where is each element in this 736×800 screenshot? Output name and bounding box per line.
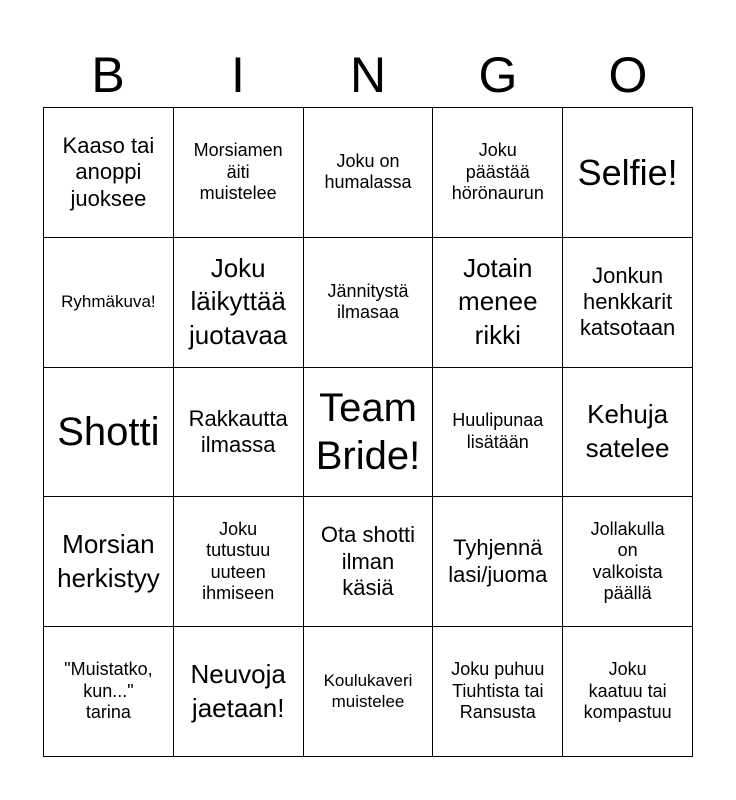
bingo-cell[interactable]: Kaaso tai anoppi juoksee (44, 108, 174, 238)
bingo-cell[interactable]: Rakkautta ilmassa (174, 368, 304, 498)
bingo-header (43, 44, 693, 106)
bingo-grid (43, 107, 693, 757)
bingo-cell[interactable]: Jännitystä ilmasaa (304, 238, 434, 368)
bingo-cell[interactable]: Shotti (44, 368, 174, 498)
bingo-cell[interactable]: Morsian herkistyy (44, 497, 174, 627)
bingo-cell[interactable]: Joku päästää hörönaurun (433, 108, 563, 238)
bingo-cell[interactable]: Neuvoja jaetaan! (174, 627, 304, 757)
header-letter-o: O (608, 47, 648, 103)
bingo-cell[interactable]: Selfie! (563, 108, 693, 238)
bingo-cell[interactable]: Tyhjennä lasi/juoma (433, 497, 563, 627)
bingo-cell[interactable]: Morsiamen äiti muistelee (174, 108, 304, 238)
bingo-cell[interactable]: Jonkun henkkarit katsotaan (563, 238, 693, 368)
bingo-cell[interactable]: Huulipunaa lisätään (433, 368, 563, 498)
bingo-cell[interactable]: Joku läikyttää juotavaa (174, 238, 304, 368)
header-letter-i: I (231, 47, 245, 103)
bingo-cell[interactable]: Jollakulla on valkoista päällä (563, 497, 693, 627)
header-letter-n: N (349, 47, 387, 103)
header-letter-b: B (91, 47, 125, 103)
bingo-cell[interactable]: Kehuja satelee (563, 368, 693, 498)
bingo-cell[interactable]: Ryhmäkuva! (44, 238, 174, 368)
bingo-cell[interactable]: Jotain menee rikki (433, 238, 563, 368)
bingo-cell[interactable]: Ota shotti ilman käsiä (304, 497, 434, 627)
bingo-cell[interactable]: Joku on humalassa (304, 108, 434, 238)
bingo-cell[interactable]: Koulukaveri muistelee (304, 627, 434, 757)
bingo-cell[interactable]: Joku kaatuu tai kompastuu (563, 627, 693, 757)
bingo-cell[interactable]: "Muistatko, kun..." tarina (44, 627, 174, 757)
bingo-cell[interactable]: Joku tutustuu uuteen ihmiseen (174, 497, 304, 627)
header-letter-g: G (478, 47, 518, 103)
bingo-cell[interactable]: Joku puhuu Tiuhtista tai Ransusta (433, 627, 563, 757)
bingo-cell[interactable]: Team Bride! (304, 368, 434, 498)
